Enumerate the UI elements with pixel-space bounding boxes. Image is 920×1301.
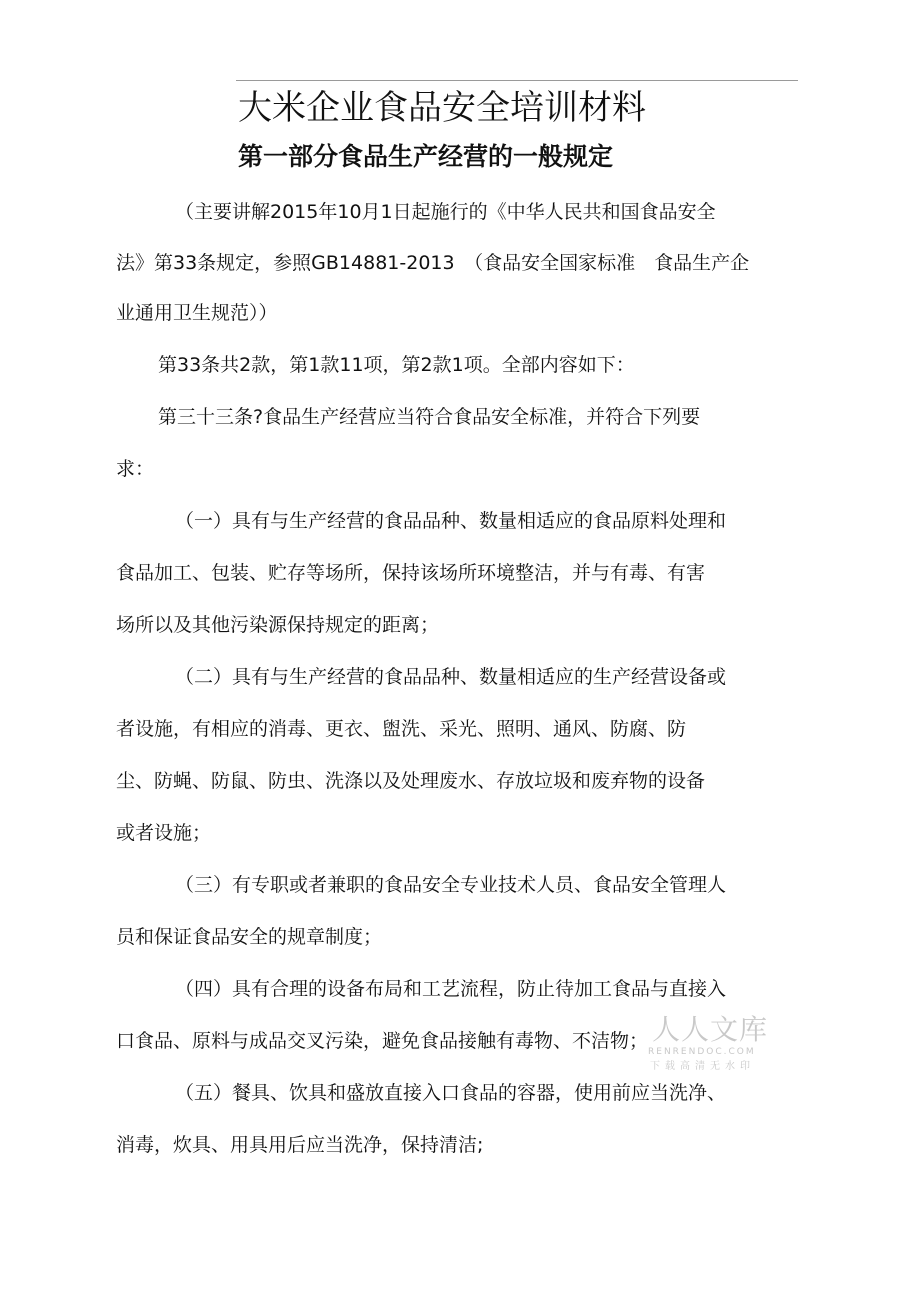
item-3-line-2: 员和保证食品安全的规章制度； bbox=[116, 926, 383, 948]
intro-line-3: 业通用卫生规范）） bbox=[116, 302, 278, 324]
article-33-line-2: 求： bbox=[116, 458, 155, 480]
article-33-line-1: 第三十三条?食品生产经营应当符合食品安全标准，并符合下列要 bbox=[158, 406, 701, 428]
header-rule bbox=[236, 80, 798, 81]
item-2-line-1: （二）具有与生产经营的食品品种、数量相适应的生产经营设备或 bbox=[175, 666, 727, 688]
item-5-line-2: 消毒，炊具、用具用后应当洗净，保持清洁; bbox=[116, 1134, 484, 1156]
item-2-line-2: 者设施，有相应的消毒、更衣、盥洗、采光、照明、通风、防腐、防 bbox=[116, 718, 687, 740]
item-1-line-3: 场所以及其他污染源保持规定的距离； bbox=[116, 614, 440, 636]
item-4-line-2: 口食品、原料与成品交叉污染，避免食品接触有毒物、不洁物； bbox=[116, 1030, 649, 1052]
item-2-line-3: 尘、防蝇、防鼠、防虫、洗涤以及处理废水、存放垃圾和废弃物的设备 bbox=[116, 770, 706, 792]
item-5-line-1: （五）餐具、饮具和盛放直接入口食品的容器，使用前应当洗净、 bbox=[175, 1082, 727, 1104]
item-1-line-2: 食品加工、包装、贮存等场所，保持该场所环境整洁，并与有毒、有害 bbox=[116, 562, 706, 584]
item-1-line-1: （一）具有与生产经营的食品品种、数量相适应的食品原料处理和 bbox=[175, 510, 727, 532]
item-4-line-1: （四）具有合理的设备布局和工艺流程，防止待加工食品与直接入 bbox=[175, 978, 727, 1000]
summary-line: 第33条共2款，第1款11项，第2款1项。全部内容如下： bbox=[158, 354, 635, 376]
item-2-line-4: 或者设施； bbox=[116, 822, 212, 844]
document-title: 大米企业食品安全培训材料 bbox=[238, 88, 646, 128]
watermark-logo bbox=[646, 1014, 774, 1076]
document-subtitle: 第一部分食品生产经营的一般规定 bbox=[238, 142, 614, 171]
watermark-tagline: 下载高清无水印 bbox=[650, 1061, 755, 1072]
watermark-brand: 人人文库 bbox=[652, 1013, 769, 1046]
watermark-url: RENRENDOC.COM bbox=[648, 1047, 756, 1057]
item-3-line-1: （三）有专职或者兼职的食品安全专业技术人员、食品安全管理人 bbox=[175, 874, 727, 896]
intro-line-1: （主要讲解2015年10月1日起施行的《中华人民共和国食品安全 bbox=[175, 201, 716, 223]
intro-line-2: 法》第33条规定，参照GB14881-2013 （食品安全国家标准 食品生产企 bbox=[116, 252, 750, 274]
